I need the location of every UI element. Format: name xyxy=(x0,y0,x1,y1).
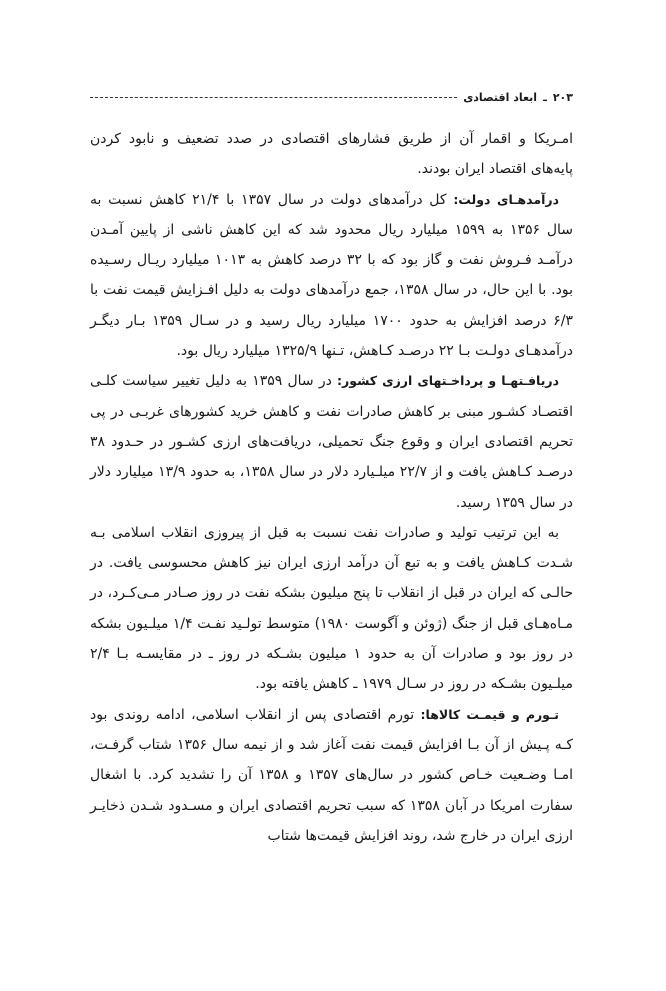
page xyxy=(90,86,573,851)
paragraph-text: در سال ۱۳۵۹ به دلیل تغییر سیاست کلـی اقتصـاد کشـور مبنی بر کاهش صادرات نفت و کاهش خرید کشورهای غربـی در پی تحریم اقتصادی ایران و وقوع جنگ تحمیلی، دریافت‌های ارزی کشـور در حـدود ۳۸ درصـد کـاهش یافت و از ۲۲/۷ میلـیارد دلار در سال ۱۳۵۸، به حدود ۱۳/۹ میلیارد دلار در سال ۱۳۵۹ رسید. xyxy=(90,373,573,511)
paragraph-text: به این ترتیب تولید و صادرات نفت نسبت به قبل از پیروزی انقلاب اسلامی بـه شـدت کـاهش یافت و به تبع آن درآمد ارزی ایران نیز کاهش محسوسی یافت. در حالـی که ایران در قبل از انقلاب تا پنج میلیون بشکه نفت در روز صـادر مـی‌کـرد، در مـاه‌هـای قبل از جنگ (ژوئن و آگوست ۱۹۸۰) متوسط تولـید نفـت ۱/۴ میلـیون بشکه در روز بود و صادرات آن به حدود ۱ میلیون بشـکه در روز ـ در مقایسـه بـا ۲/۴ میلـیون بشـکه در روز در سـال ۱۹۷۹ ـ کاهش یافته بود. xyxy=(90,524,573,693)
paragraph-heading: درآمدهـای دولت: xyxy=(453,191,560,207)
page-number: ۲۰۳ xyxy=(552,90,573,104)
paragraph xyxy=(90,518,573,700)
running-title: ابعاد اقتصادی xyxy=(463,90,538,104)
paragraph-text: تورم اقتصادی پس از انقلاب اسلامی، ادامه روندی بود کـه پـیش از آن بـا افزایش قیمت نفت آغاز شد و از نیمه سال ۱۳۵۶ شتاب گرفـت، امـا وضـعیت خـاص کشور در سال‌های ۱۳۵۷ و ۱۳۵۸ آن را تشدید کرد. با اشغال سفارت امریکا در آبان ۱۳۵۸ که سبب تحریم اقتصادی ایران و مسـدود شـدن ذخایـر ارزی ایران در خارج شد، روند افزایش قیمت‌ها شتاب xyxy=(90,706,574,844)
paragraph xyxy=(90,700,573,851)
paragraph xyxy=(90,124,573,185)
paragraph xyxy=(90,366,573,517)
paragraph-heading: دریافـتهـا و پرداخـتهای ارزی کشور: xyxy=(337,373,560,389)
paragraph xyxy=(90,185,573,367)
paragraph-text: امـریکا و اقمار آن از طریق فشارهای اقتصادی در صدد تضعیف و نابود کردن پایه‌های اقتصاد ایران بودند. xyxy=(90,131,573,178)
header-rule xyxy=(90,97,457,98)
paragraph-text: کل درآمدهای دولت در سال ۱۳۵۷ با ۲۱/۴ کاهش نسبت به سال ۱۳۵۶ به ۱۵۹۹ میلیارد ریال محدود شد که این کاهش ناشی از پایین آمـدن درآمـد فـروش نفت و گاز بود که با ۳۲ درصد کاهش به ۱۰۱۳ میلیارد ریـال رسـیده بود. با این حال، در سال ۱۳۵۸، جمع درآمدهای دولت به دلیل افـزایش قیمت نفت با ۶/۳ درصد افزایش به حدود ۱۷۰۰ میلیارد ریال رسید و در سـال ۱۳۵۹ بـار دیگـر درآمدهـای دولـت بـا ۲۲ درصـد کـاهش، تـنها ۱۳۲۵/۹ میلیارد ریال بود. xyxy=(90,191,573,360)
header-separator: ـ xyxy=(543,90,547,104)
paragraph-heading: تـورم و قیمـت کالاها: xyxy=(420,706,559,722)
body-text xyxy=(90,124,573,851)
running-header xyxy=(90,86,573,108)
